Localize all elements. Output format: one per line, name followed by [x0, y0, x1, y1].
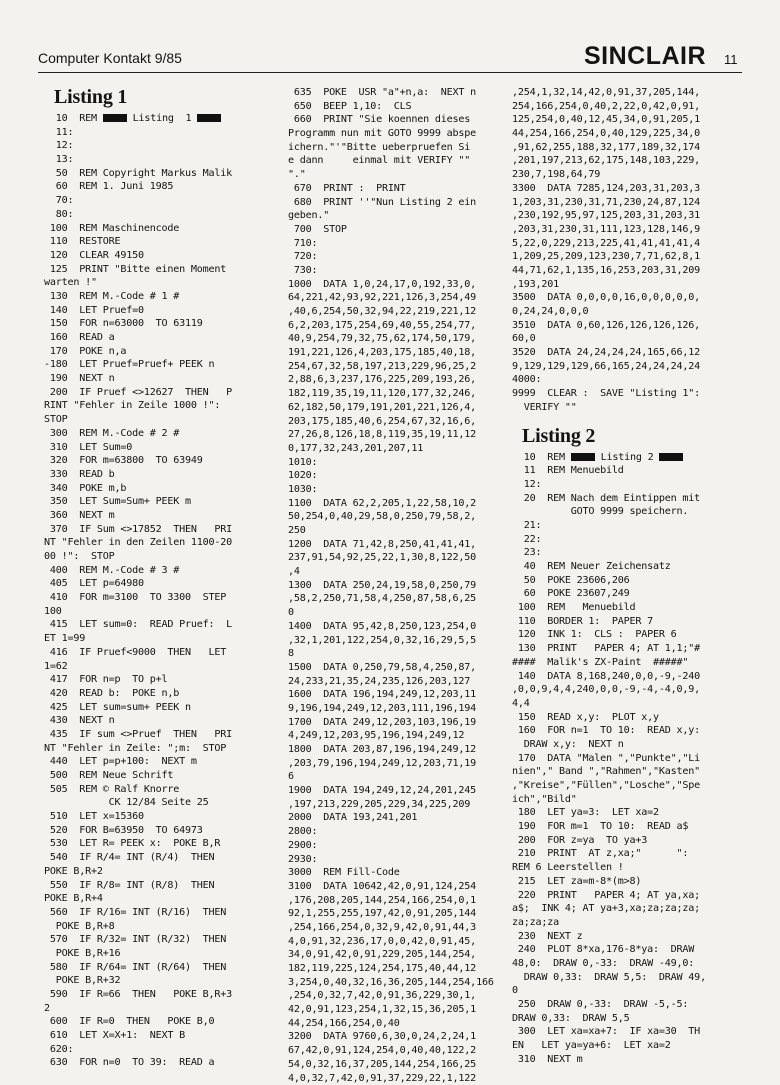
code-line: 580 IF R/64= INT (R/64) THEN: [44, 961, 288, 975]
code-line: 44,254,166,254,0,40: [288, 1017, 510, 1031]
code-line: 417 FOR n=p TO p+l: [44, 673, 288, 687]
code-line: 3500 DATA 0,0,0,0,16,0,0,0,0,0,: [512, 291, 744, 305]
code-line: nien"," Band ","Rahmen","Kasten": [512, 765, 744, 779]
code-line: 350 LET Sum=Sum+ PEEK m: [44, 495, 288, 509]
code-line: 1=62: [44, 660, 288, 674]
code-line: 1,203,31,230,31,71,230,24,87,124: [512, 196, 744, 210]
code-line: 110 RESTORE: [44, 235, 288, 249]
code-line: 1010:: [288, 456, 510, 470]
code-line: e dann einmal mit VERIFY "": [288, 154, 510, 168]
code-line: 191,221,126,4,203,175,185,40,18,: [288, 346, 510, 360]
code-line: ,193,201: [512, 278, 744, 292]
code-line: 4,0,91,32,236,17,0,0,42,0,91,45,: [288, 935, 510, 949]
code-line: 60,0: [512, 332, 744, 346]
code-line: ichern."'"Bitte ueberpruefen Si: [288, 141, 510, 155]
code-line: 182,119,225,124,254,175,40,44,12: [288, 962, 510, 976]
code-line: POKE B,R+4: [44, 892, 288, 906]
code-line: 9,129,129,129,66,165,24,24,24,24: [512, 360, 744, 374]
code-line: 50,254,0,40,29,58,0,250,79,58,2,: [288, 510, 510, 524]
code-line: 610 LET X=X+1: NEXT B: [44, 1029, 288, 1043]
code-line: 2900:: [288, 839, 510, 853]
code-line: 237,91,54,92,25,22,1,30,8,122,50: [288, 551, 510, 565]
code-line: 50 REM Copyright Markus Malik: [44, 167, 288, 181]
code-line: 10 REM Listing 2: [512, 451, 744, 465]
code-line: CK 12/84 Seite 25: [44, 796, 288, 810]
code-line: -180 LET Pruef=Pruef+ PEEK n: [44, 358, 288, 372]
code-line: 670 PRINT : PRINT: [288, 182, 510, 196]
code-line: 220 PRINT PAPER 4; AT ya,xa;: [512, 889, 744, 903]
code-line: DRAW 0,33: DRAW 5,5: [512, 1012, 744, 1026]
code-line: 125,254,0,40,12,45,34,0,91,205,1: [512, 113, 744, 127]
code-line: 64,221,42,93,92,221,126,3,254,49: [288, 291, 510, 305]
code-line: NT "Fehler in den Zeilen 1100-20: [44, 536, 288, 550]
code-line: 13:: [44, 153, 288, 167]
code-line: Programm nun mit GOTO 9999 abspe: [288, 127, 510, 141]
code-line: 6,2,203,175,254,69,40,55,254,77,: [288, 319, 510, 333]
column-2: [288, 86, 510, 1085]
code-line: 330 READ b: [44, 468, 288, 482]
code-line: 1020:: [288, 469, 510, 483]
code-line: GOTO 9999 speichern.: [512, 505, 744, 519]
code-line: 550 IF R/8= INT (R/8) THEN: [44, 879, 288, 893]
code-line: 250: [288, 524, 510, 538]
code-line: EN LET ya=ya+6: LET xa=2: [512, 1039, 744, 1053]
code-line: 11:: [44, 126, 288, 140]
code-line: 4,4: [512, 697, 744, 711]
code-line: za;za;za: [512, 916, 744, 930]
code-line: 635 POKE USR "a"+n,a: NEXT n: [288, 86, 510, 100]
inverse-block: [103, 114, 127, 122]
code-line: ,58,2,250,71,58,4,250,87,58,6,25: [288, 592, 510, 606]
code-line: 4000:: [512, 373, 744, 387]
code-line: 340 POKE m,b: [44, 482, 288, 496]
column-3: [512, 86, 744, 1066]
code-line: DRAW 0,33: DRAW 5,5: DRAW 49,: [512, 971, 744, 985]
code-line: 3520 DATA 24,24,24,24,165,66,12: [512, 346, 744, 360]
code-line: 680 PRINT ''"Nun Listing 2 ein: [288, 196, 510, 210]
code-line: 2930:: [288, 853, 510, 867]
code-line: 520 FOR B=63950 TO 64973: [44, 824, 288, 838]
code-line: 10 REM Listing 1: [44, 112, 288, 126]
code-line: ,254,0,32,7,42,0,91,36,229,30,1,: [288, 989, 510, 1003]
code-line: 140 LET Pruef=0: [44, 304, 288, 318]
listing2-code: [512, 451, 744, 1067]
code-line: 9,196,194,249,12,203,111,196,194: [288, 702, 510, 716]
code-line: ,176,208,205,144,254,166,254,0,1: [288, 894, 510, 908]
code-line: 230,7,198,64,79: [512, 168, 744, 182]
code-line: 40,9,254,79,32,75,62,174,50,179,: [288, 332, 510, 346]
inverse-block: [571, 453, 595, 461]
code-line: 300 LET xa=xa+7: IF xa=30 TH: [512, 1025, 744, 1039]
code-line: 1100 DATA 62,2,205,1,22,58,10,2: [288, 497, 510, 511]
code-line: 67,42,0,91,124,254,0,40,40,122,2: [288, 1044, 510, 1058]
code-line: 2,88,6,3,237,176,225,209,193,26,: [288, 373, 510, 387]
code-line: 720:: [288, 250, 510, 264]
code-line: 0: [512, 984, 744, 998]
header-rule: [38, 72, 742, 73]
code-line: ,0,0,9,4,4,240,0,0,-9,-4,-4,0,9,: [512, 683, 744, 697]
code-line: 150 READ x,y: PLOT x,y: [512, 711, 744, 725]
code-line: 44,254,166,254,0,40,129,225,34,0: [512, 127, 744, 141]
code-line: 430 NEXT n: [44, 714, 288, 728]
code-line: 70:: [44, 194, 288, 208]
code-line: 190 FOR m=1 TO 10: READ a$: [512, 820, 744, 834]
code-line: 100 REM Menuebild: [512, 601, 744, 615]
code-line: 1900 DATA 194,249,12,24,201,245: [288, 784, 510, 798]
code-line: 120 INK 1: CLS : PAPER 6: [512, 628, 744, 642]
code-line: 416 IF Pruef<9000 THEN LET: [44, 646, 288, 660]
code-line: ,197,213,229,205,229,34,225,209: [288, 798, 510, 812]
inverse-block: [197, 114, 221, 122]
code-line: 11 REM Menuebild: [512, 464, 744, 478]
code-line: 254,67,32,58,197,213,229,96,25,2: [288, 360, 510, 374]
code-line: 80:: [44, 208, 288, 222]
code-line: 210 PRINT AT z,xa;" ":: [512, 847, 744, 861]
code-line: 250 DRAW 0,-33: DRAW -5,-5:: [512, 998, 744, 1012]
code-line: VERIFY "": [512, 401, 744, 415]
code-line: 110 BORDER 1: PAPER 7: [512, 615, 744, 629]
code-line: ,4: [288, 565, 510, 579]
code-line: 1200 DATA 71,42,8,250,41,41,41,: [288, 538, 510, 552]
code-line: 0: [288, 606, 510, 620]
code-line: 505 REM © Ralf Knorre: [44, 783, 288, 797]
code-line: 425 LET sum=sum+ PEEK n: [44, 701, 288, 715]
code-line: 254,166,254,0,40,2,22,0,42,0,91,: [512, 100, 744, 114]
page-number: 11: [724, 52, 738, 67]
listing1-code: [44, 112, 288, 1070]
code-line: 203,175,185,40,6,254,67,32,16,6,: [288, 415, 510, 429]
code-line: ich","Bild": [512, 793, 744, 807]
code-line: POKE B,R+32: [44, 974, 288, 988]
code-line: ,"Kreise","Füllen","Losche","Spe: [512, 779, 744, 793]
code-line: ,203,79,196,194,249,12,203,71,19: [288, 757, 510, 771]
code-line: 370 IF Sum <>17852 THEN PRI: [44, 523, 288, 537]
code-line: geben.": [288, 209, 510, 223]
code-line: 1500 DATA 0,250,79,58,4,250,87,: [288, 661, 510, 675]
code-line: 48,0: DRAW 0,-33: DRAW -49,0:: [512, 957, 744, 971]
code-line: 435 IF sum <>Pruef THEN PRI: [44, 728, 288, 742]
code-line: 12:: [512, 478, 744, 492]
code-line: 2: [44, 1002, 288, 1016]
code-line: 1,209,25,209,123,230,7,71,62,8,1: [512, 250, 744, 264]
code-line: 160 READ a: [44, 331, 288, 345]
code-line: 3300 DATA 7285,124,203,31,203,3: [512, 182, 744, 196]
code-line: 530 LET R= PEEK x: POKE B,R: [44, 837, 288, 851]
code-line: 92,1,255,255,197,42,0,91,205,144: [288, 907, 510, 921]
code-line: 62,182,50,179,191,201,221,126,4,: [288, 401, 510, 415]
code-line: 00 !": STOP: [44, 550, 288, 564]
code-line: 50 POKE 23606,206: [512, 574, 744, 588]
code-line: 54,0,32,16,37,205,144,254,166,25: [288, 1058, 510, 1072]
code-line: 1400 DATA 95,42,8,250,123,254,0: [288, 620, 510, 634]
code-line: 21:: [512, 519, 744, 533]
code-line: POKE B,R+2: [44, 865, 288, 879]
code-line: 125 PRINT "Bitte einen Moment: [44, 263, 288, 277]
code-line: 60 POKE 23607,249: [512, 587, 744, 601]
code-line: 710:: [288, 237, 510, 251]
code-line: NT "Fehler in Zeile: ";m: STOP: [44, 742, 288, 756]
code-line: ,254,1,32,14,42,0,91,37,205,144,: [512, 86, 744, 100]
code-line: ,40,6,254,50,32,94,22,219,221,12: [288, 305, 510, 319]
code-line: 24,233,21,35,24,235,126,203,127: [288, 675, 510, 689]
code-line: 34,0,91,42,0,91,229,205,144,254,: [288, 948, 510, 962]
magazine-issue: Computer Kontakt 9/85: [38, 50, 182, 66]
code-line: 320 FOR m=63800 TO 63949: [44, 454, 288, 468]
code-line: 360 NEXT m: [44, 509, 288, 523]
code-line: RINT "Fehler in Zeile 1000 !":: [44, 399, 288, 413]
code-line: 0,177,32,243,201,207,11: [288, 442, 510, 456]
code-line: 180 LET ya=3: LET xa=2: [512, 806, 744, 820]
code-line: 400 REM M.-Code # 3 #: [44, 564, 288, 578]
code-line: 540 IF R/4= INT (R/4) THEN: [44, 851, 288, 865]
code-line: 410 FOR m=3100 TO 3300 STEP: [44, 591, 288, 605]
code-line: 4,249,12,203,95,196,194,249,12: [288, 729, 510, 743]
column-1: [44, 86, 288, 1070]
code-line: 190 NEXT n: [44, 372, 288, 386]
code-line: 1300 DATA 250,24,19,58,0,250,79: [288, 579, 510, 593]
code-line: POKE B,R+8: [44, 920, 288, 934]
code-line: 9999 CLEAR : SAVE "Listing 1":: [512, 387, 744, 401]
listing2-title: Listing 2: [522, 423, 744, 449]
code-line: 170 DATA "Malen ","Punkte","Li: [512, 752, 744, 766]
code-line: 27,26,8,126,18,8,119,35,19,11,12: [288, 428, 510, 442]
code-line: 1030:: [288, 483, 510, 497]
code-line: 160 FOR n=1 TO 10: READ x,y:: [512, 724, 744, 738]
code-line: 2800:: [288, 825, 510, 839]
code-line: 2000 DATA 193,241,201: [288, 811, 510, 825]
code-line: 1800 DATA 203,87,196,194,249,12: [288, 743, 510, 757]
code-line: ,254,166,254,0,32,9,42,0,91,44,3: [288, 921, 510, 935]
code-line: 620:: [44, 1043, 288, 1057]
code-line: 1700 DATA 249,12,203,103,196,19: [288, 716, 510, 730]
code-line: 560 IF R/16= INT (R/16) THEN: [44, 906, 288, 920]
code-line: 3510 DATA 0,60,126,126,126,126,: [512, 319, 744, 333]
code-line: 3,254,0,40,32,16,36,205,144,254,166: [288, 976, 510, 990]
section-title: SINCLAIR: [584, 42, 706, 71]
code-line: 60 REM 1. Juni 1985: [44, 180, 288, 194]
code-line: 590 IF R=66 THEN POKE B,R+3: [44, 988, 288, 1002]
code-line: 300 REM M.-Code # 2 #: [44, 427, 288, 441]
code-line: ,201,197,213,62,175,148,103,229,: [512, 154, 744, 168]
code-line: ,32,1,201,122,254,0,32,16,29,5,5: [288, 634, 510, 648]
code-line: 130 PRINT PAPER 4; AT 1,1;"#: [512, 642, 744, 656]
code-line: 405 LET p=64980: [44, 577, 288, 591]
code-line: 215 LET za=m-8*(m>8): [512, 875, 744, 889]
code-line: 8: [288, 647, 510, 661]
code-line: 420 READ b: POKE n,b: [44, 687, 288, 701]
code-line: 3000 REM Fill-Code: [288, 866, 510, 880]
code-line: 120 CLEAR 49150: [44, 249, 288, 263]
code-line: 150 FOR n=63000 TO 63119: [44, 317, 288, 331]
code-line: 140 DATA 8,168,240,0,0,-9,-240: [512, 670, 744, 684]
code-line: ".": [288, 168, 510, 182]
listing1-title: Listing 1: [54, 84, 288, 110]
code-line: ,230,192,95,97,125,203,31,203,31: [512, 209, 744, 223]
code-line: 3100 DATA 10642,42,0,91,124,254: [288, 880, 510, 894]
code-line: 240 PLOT 8*xa,176-8*ya: DRAW: [512, 943, 744, 957]
code-line: 310 LET Sum=0: [44, 441, 288, 455]
code-line: #### Malik's ZX-Paint #####": [512, 656, 744, 670]
code-line: ET 1=99: [44, 632, 288, 646]
code-line: 22:: [512, 533, 744, 547]
listing1-code-end: [512, 86, 744, 415]
code-line: 23:: [512, 546, 744, 560]
listing1-code-continued: [288, 86, 510, 1085]
code-line: 200 IF Pruef <>12627 THEN P: [44, 386, 288, 400]
code-line: 310 NEXT m: [512, 1053, 744, 1067]
code-line: 600 IF R=0 THEN POKE B,0: [44, 1015, 288, 1029]
code-line: 510 LET x=15360: [44, 810, 288, 824]
code-line: 660 PRINT "Sie koennen dieses: [288, 113, 510, 127]
code-line: 100 REM Maschinencode: [44, 222, 288, 236]
code-line: a$; INK 4; AT ya+3,xa;za;za;za;: [512, 902, 744, 916]
code-line: 1000 DATA 1,0,24,17,0,192,33,0,: [288, 278, 510, 292]
code-line: POKE B,R+16: [44, 947, 288, 961]
code-line: 4,0,32,7,42,0,91,37,229,22,1,122: [288, 1072, 510, 1085]
code-line: ,91,62,255,188,32,177,189,32,174: [512, 141, 744, 155]
code-line: 40 REM Neuer Zeichensatz: [512, 560, 744, 574]
code-line: 100: [44, 605, 288, 619]
code-line: 182,119,35,19,11,120,177,32,246,: [288, 387, 510, 401]
code-line: 700 STOP: [288, 223, 510, 237]
code-line: 20 REM Nach dem Eintippen mit: [512, 492, 744, 506]
inverse-block: [659, 453, 683, 461]
code-line: 1600 DATA 196,194,249,12,203,11: [288, 688, 510, 702]
code-line: 5,22,0,229,213,225,41,41,41,41,4: [512, 237, 744, 251]
code-line: 630 FOR n=0 TO 39: READ a: [44, 1056, 288, 1070]
code-line: warten !": [44, 276, 288, 290]
code-line: STOP: [44, 413, 288, 427]
code-line: 130 REM M.-Code # 1 #: [44, 290, 288, 304]
code-line: DRAW x,y: NEXT n: [512, 738, 744, 752]
code-line: 730:: [288, 264, 510, 278]
code-line: 170 POKE n,a: [44, 345, 288, 359]
code-line: 650 BEEP 1,10: CLS: [288, 100, 510, 114]
code-line: 440 LET p=p+100: NEXT m: [44, 755, 288, 769]
code-line: 3200 DATA 9760,6,30,0,24,2,24,1: [288, 1030, 510, 1044]
code-line: 42,0,91,123,254,1,32,15,36,205,1: [288, 1003, 510, 1017]
code-line: ,203,31,230,31,111,123,128,146,9: [512, 223, 744, 237]
code-line: REM 6 Leerstellen !: [512, 861, 744, 875]
code-line: 6: [288, 770, 510, 784]
code-line: 415 LET sum=0: READ Pruef: L: [44, 618, 288, 632]
code-line: 500 REM Neue Schrift: [44, 769, 288, 783]
code-line: 200 FOR z=ya TO ya+3: [512, 834, 744, 848]
code-line: 230 NEXT z: [512, 930, 744, 944]
code-line: 570 IF R/32= INT (R/32) THEN: [44, 933, 288, 947]
code-line: 44,71,62,1,135,16,253,203,31,209: [512, 264, 744, 278]
code-line: 0,24,24,0,0,0: [512, 305, 744, 319]
code-line: 12:: [44, 139, 288, 153]
